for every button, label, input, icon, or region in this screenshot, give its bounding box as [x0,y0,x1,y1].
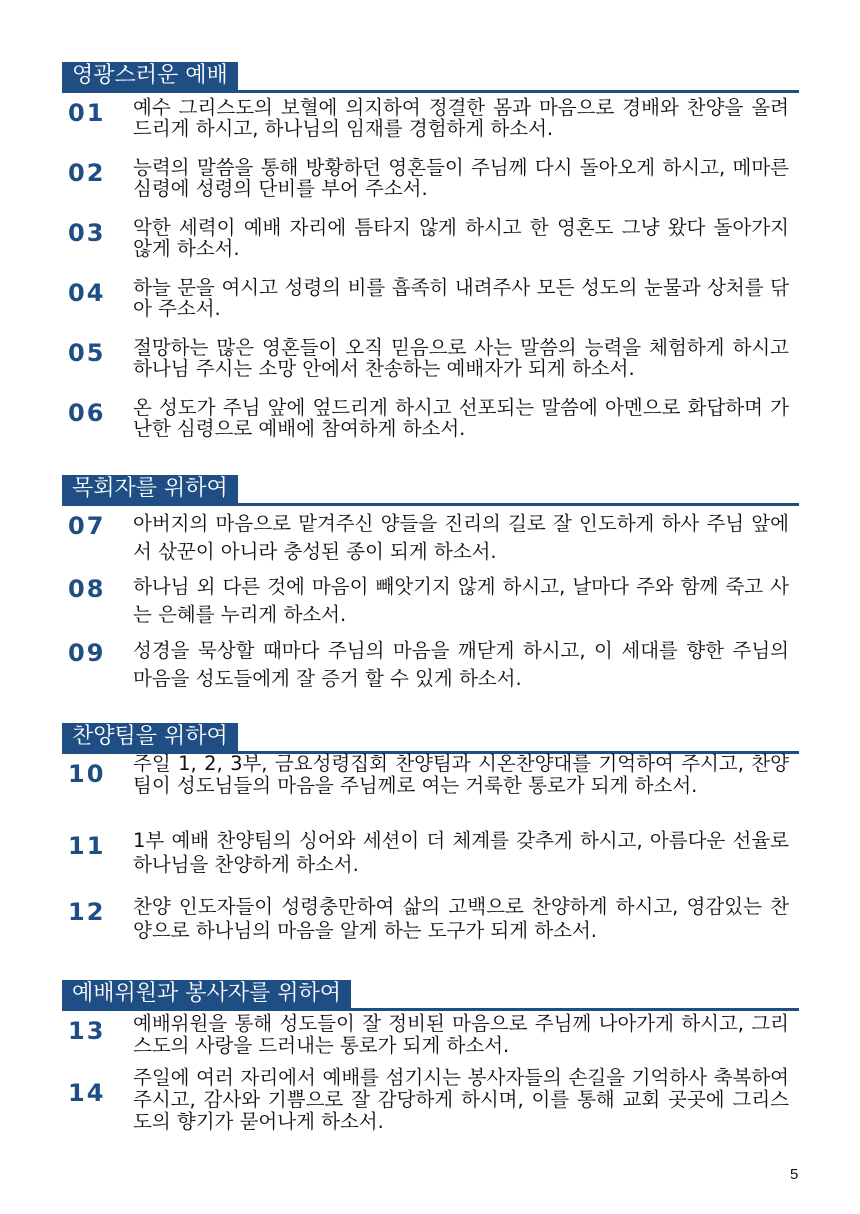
section-title: 영광스러운 예배 [62,62,238,90]
prayer-number: 02 [68,159,106,187]
prayer-number: 14 [68,1079,106,1107]
section-for-volunteers [62,980,799,1133]
prayer-number: 11 [68,832,106,860]
prayer-text: 하나님 외 다른 것에 마음이 빼앗기지 않게 하시고, 날마다 주와 함께 죽고 사는 은혜를 누리게 하소서. [133,575,789,626]
prayer-text: 주일에 여러 자리에서 예배를 섬기시는 봉사자들의 손길을 기억하사 축복하여 주시고, 감사와 기쁨으로 잘 감당하게 하시며, 이를 통해 교회 곳곳에 그리스도의 향기가 묻어나게 하소서. [133,1066,789,1133]
section-header [62,980,799,1010]
section-title: 목회자를 위하여 [62,475,238,503]
prayer-text: 1부 예배 찬양팀의 싱어와 세션이 더 체계를 갖추게 하시고, 아름다운 선율로 하나님을 찬양하게 하소서. [133,829,789,876]
prayer-number: 06 [68,399,106,427]
prayer-text: 능력의 말씀을 통해 방황하던 영혼들이 주님께 다시 돌아오게 하시고, 메마른 심령에 성령의 단비를 부어 주소서. [133,156,789,200]
prayer-number: 04 [68,279,106,307]
prayer-number: 01 [68,99,106,127]
prayer-text: 주일 1, 2, 3부, 금요성령집회 찬양팀과 시온찬양대를 기억하여 주시고, 찬양팀이 성도님들의 마음을 주님께로 여는 거룩한 통로가 되게 하소서. [133,752,789,797]
prayer-number: 03 [68,219,106,247]
section-title: 찬양팀을 위하여 [62,723,238,751]
prayer-text: 찬양 인도자들이 성령충만하여 삶의 고백으로 찬양하게 하시고, 영감있는 찬양으로 하나님의 마음을 알게 하는 도구가 되게 하소서. [133,895,789,942]
prayer-text: 아버지의 마음으로 맡겨주신 양들을 진리의 길로 잘 인도하게 하사 주님 앞에서 삯꾼이 아니라 충성된 종이 되게 하소서. [133,512,789,563]
prayer-number: 08 [68,575,106,603]
section-glorious-worship [62,62,799,440]
prayer-text: 온 성도가 주님 앞에 엎드리게 하시고 선포되는 말씀에 아멘으로 화답하며 가난한 심령으로 예배에 참여하게 하소서. [133,396,789,440]
prayer-number: 12 [68,898,106,926]
prayer-text: 성경을 묵상할 때마다 주님의 마음을 깨닫게 하시고, 이 세대를 향한 주님의 마음을 성도들에게 잘 증거 할 수 있게 하소서. [133,639,789,690]
prayer-text: 절망하는 많은 영혼들이 오직 믿음으로 사는 말씀의 능력을 체험하게 하시고 하나님 주시는 소망 안에서 찬송하는 예배자가 되게 하소서. [133,336,789,380]
section-header [62,62,799,92]
section-title: 예배위원과 봉사자를 위하여 [62,980,351,1008]
section-for-praise-team [62,723,799,942]
prayer-text: 예배위원을 통해 성도들이 잘 정비된 마음으로 주님께 나아가게 하시고, 그리스도의 사랑을 드러내는 통로가 되게 하소서. [133,1012,789,1057]
prayer-text: 하늘 문을 여시고 성령의 비를 흡족히 내려주사 모든 성도의 눈물과 상처를 닦아 주소서. [133,276,789,320]
prayer-text: 악한 세력이 예배 자리에 틈타지 않게 하시고 한 영혼도 그냥 왔다 돌아가지 않게 하소서. [133,216,789,260]
prayer-number: 09 [68,639,106,667]
section-for-pastors [62,475,799,690]
page-number: 5 [790,1166,799,1183]
section-rule [62,90,799,93]
prayer-text: 예수 그리스도의 보혈에 의지하여 정결한 몸과 마음으로 경배와 찬양을 올려 드리게 하시고, 하나님의 임재를 경험하게 하소서. [133,96,789,140]
prayer-number: 13 [68,1017,106,1045]
section-rule [62,1008,799,1011]
prayer-number: 07 [68,512,106,540]
section-rule [62,503,799,506]
prayer-number: 10 [68,760,106,788]
section-header [62,475,799,505]
section-header [62,723,799,753]
prayer-number: 05 [68,339,106,367]
